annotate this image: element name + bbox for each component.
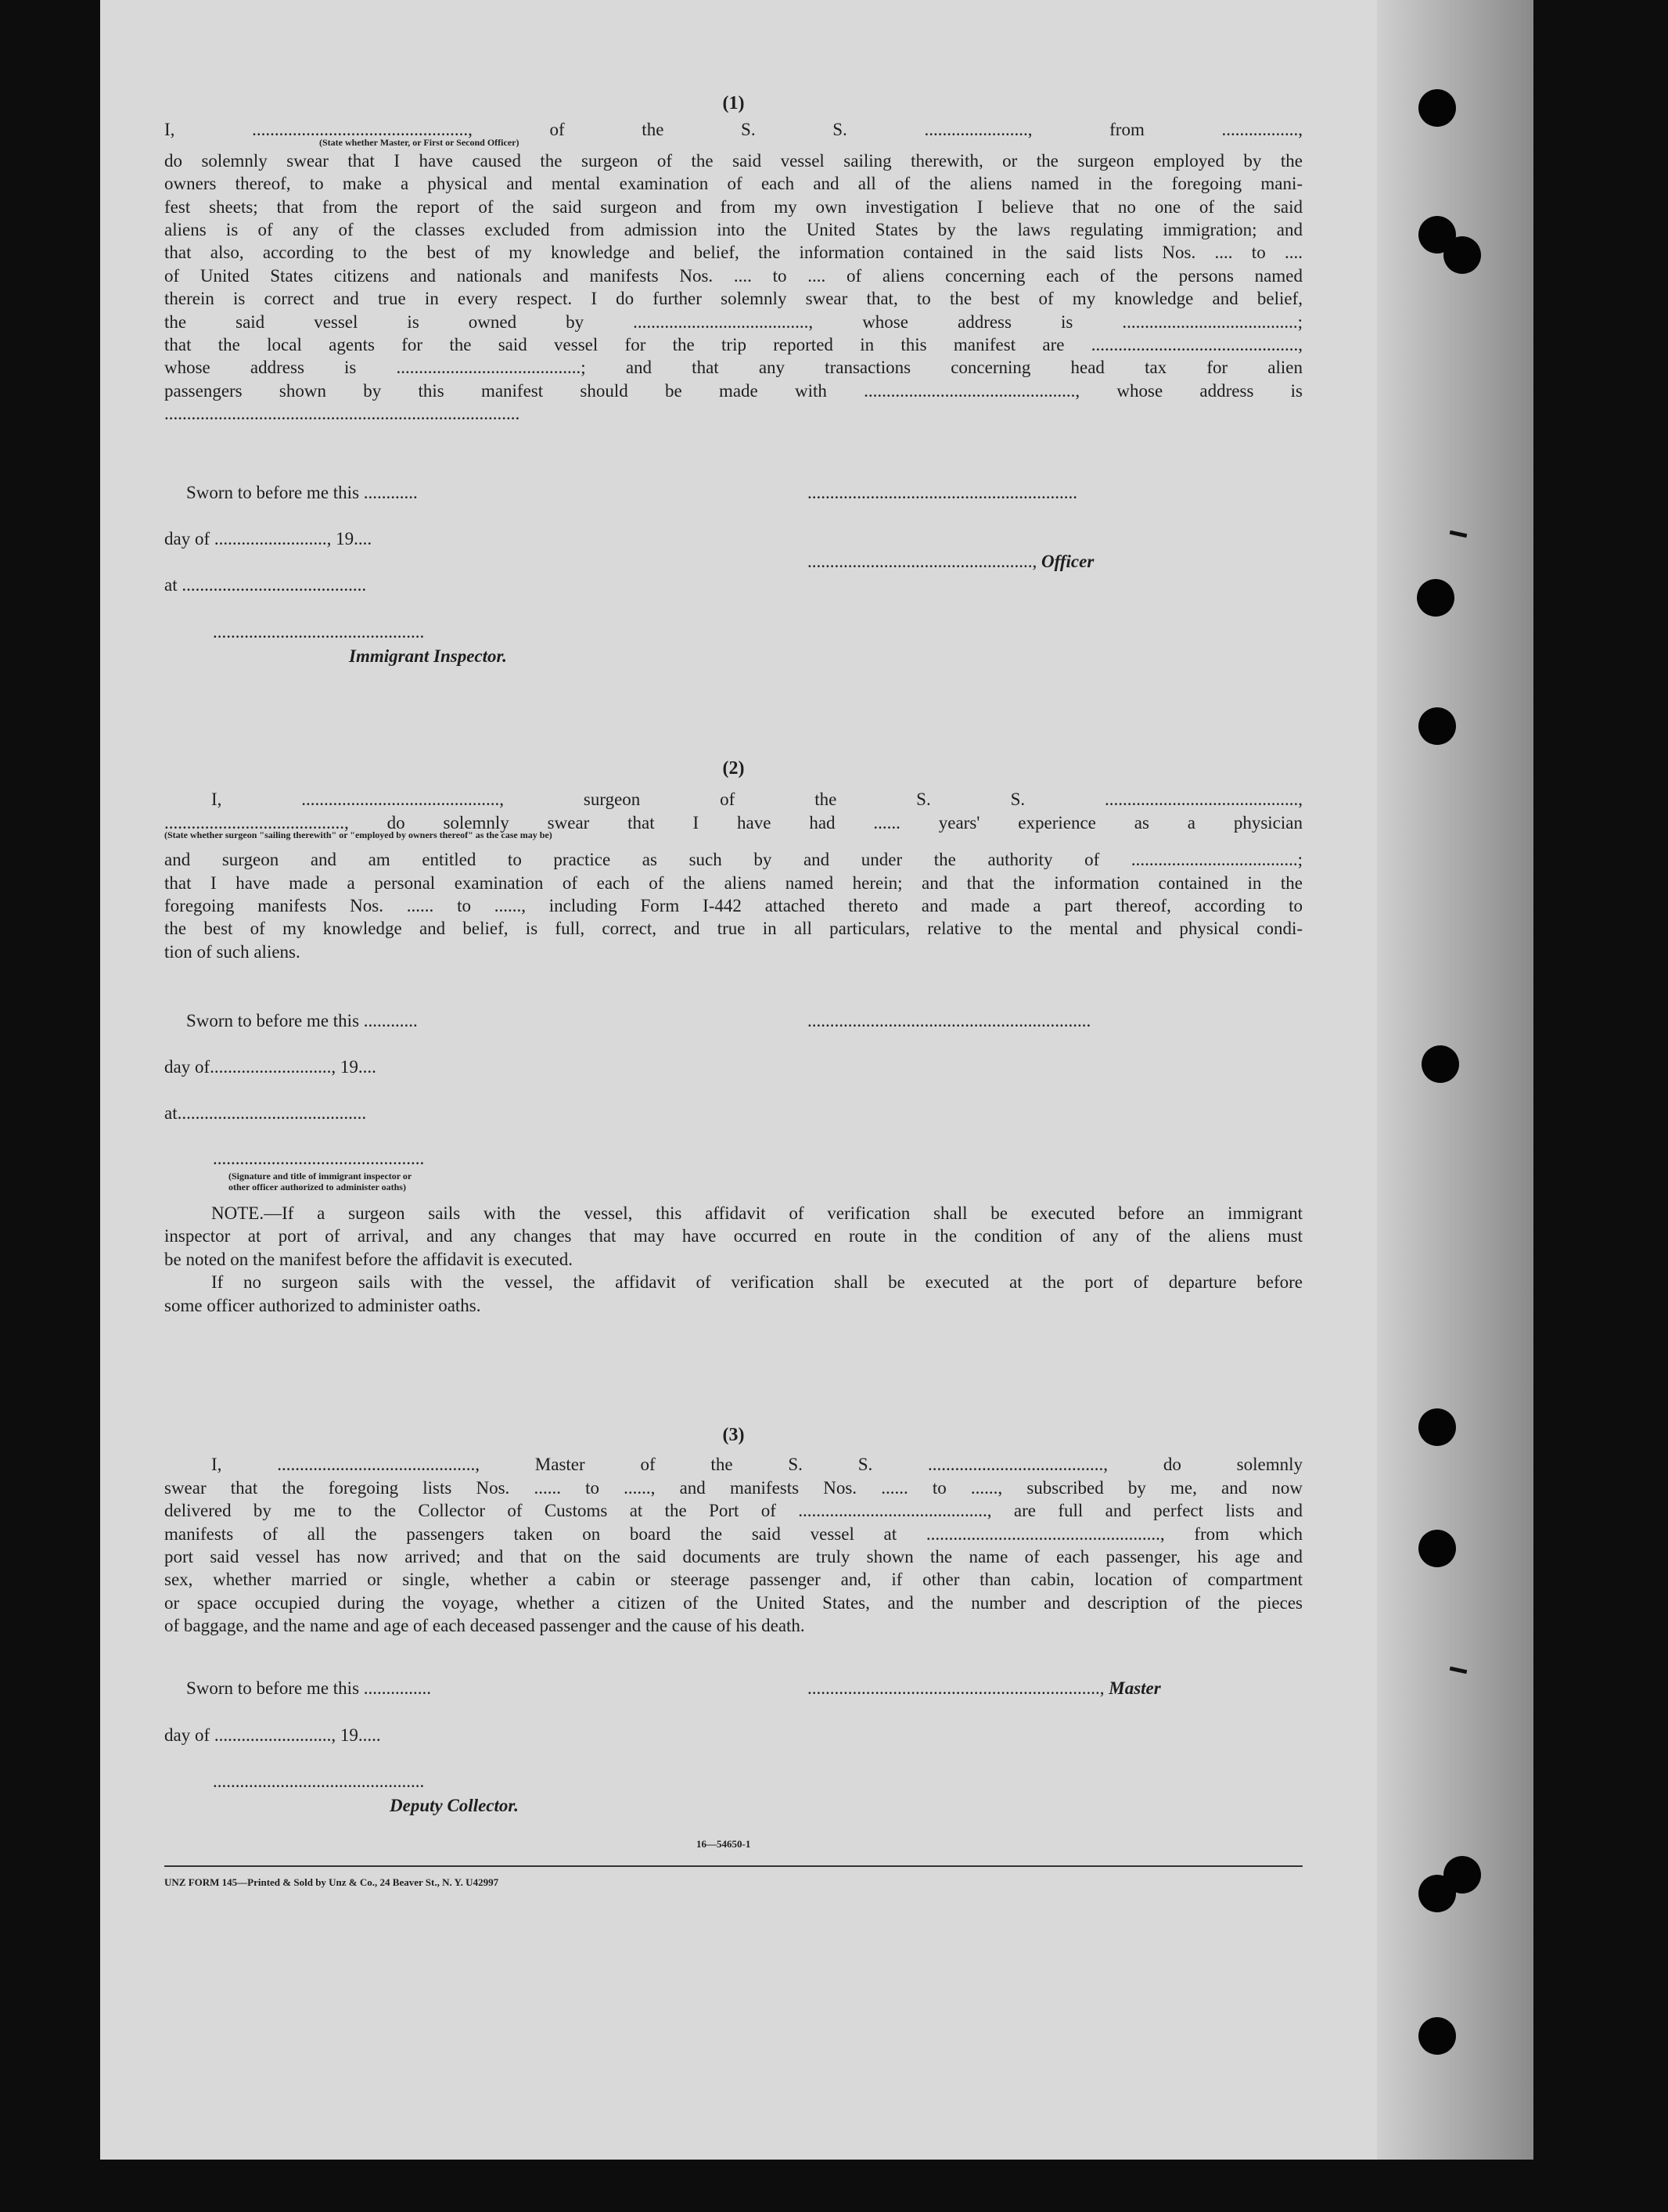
page-binding-edge [1377, 0, 1533, 2160]
section-second-line: ........................................, do solemnly swear that I have had ...... years' experience as a physician [164, 812, 1303, 833]
caption-line: (Signature and title of immigrant inspector or [228, 1171, 412, 1182]
body-line: fest sheets; that from the report of the said surgeon and from my own investigation I believe that no one of the said [164, 196, 1303, 217]
body-line: whose address is .........................................; and that any transactions concerning head tax for alien [164, 358, 1303, 378]
master-dots: ................................................................., [807, 1678, 1105, 1698]
punch-hole [1422, 1045, 1459, 1083]
day-line: day of .........................., 19..... [164, 1725, 381, 1745]
printer-imprint: UNZ FORM 145—Printed & Sold by Unz & Co., 24 Beaver St., N. Y. U42997 [164, 1876, 499, 1888]
body-line: port said vessel has now arrived; and that on the said documents are truly shown the name of each passenger, his age and [164, 1547, 1303, 1567]
body-line: the said vessel is owned by ......................................., whose address is .......................................; [164, 311, 1303, 332]
note-block [164, 1202, 1303, 1317]
signature-caption [228, 1171, 412, 1192]
field-note: (State whether Master, or First or Second Officer) [319, 136, 519, 148]
punch-hole [1418, 707, 1456, 745]
section-3 [164, 1424, 1303, 1638]
section-heading: (1) [722, 93, 745, 113]
signer-title: Deputy Collector. [390, 1796, 519, 1815]
punch-hole [1418, 1875, 1456, 1912]
body-line: ............................................................................... [164, 404, 520, 424]
body-line: that also, according to the best of my knowledge and belief, the information contained in the said lists Nos. .... to .... [164, 243, 1303, 263]
punch-hole [1418, 89, 1456, 127]
right-signature-line: ............................................................... [807, 1011, 1091, 1030]
body-line: manifests of all the passengers taken on board the said vessel at ...................................................., from which [164, 1523, 1303, 1544]
body-line: that the local agents for the said vessel for the trip reported in this manifest are .............................................., [164, 335, 1303, 355]
section-2 [164, 757, 1303, 963]
master-label: Master [1109, 1678, 1161, 1698]
punch-hole [1418, 1530, 1456, 1567]
inspector-signature-line: ............................................... [213, 1149, 425, 1168]
sworn-line: Sworn to before me this ............... [186, 1678, 432, 1698]
footer-rule [164, 1865, 1303, 1867]
signer-title: Immigrant Inspector. [349, 646, 507, 666]
punch-hole [1418, 2017, 1456, 2055]
caption-line: other officer authorized to administer oaths) [228, 1182, 406, 1192]
at-line: at ......................................... [164, 575, 367, 595]
collector-signature-line: ............................................... [213, 1771, 425, 1791]
officer-dots: .................................................., [807, 552, 1037, 571]
section-body [164, 848, 1303, 963]
note-line: inspector at port of arrival, and any changes that may have occurred en route in the condition of any of the aliens must [164, 1226, 1303, 1246]
day-line: day of ........................., 19.... [164, 529, 372, 549]
body-line: do solemnly swear that I have caused the surgeon of the said vessel sailing therewith, or the surgeon employed by the [164, 150, 1303, 171]
body-line: sex, whether married or single, whether a cabin or steerage passenger and, if other than cabin, location of compartment [164, 1570, 1303, 1590]
punch-hole [1443, 236, 1481, 274]
body-line: tion of such aliens. [164, 941, 300, 962]
section-body [164, 149, 1303, 426]
field-note: (State whether surgeon "sailing therewith" or "employed by owners thereof" as the case may be) [164, 829, 552, 841]
note-line: some officer authorized to administer oaths. [164, 1295, 481, 1315]
body-line: the best of my knowledge and belief, is full, correct, and true in all particulars, relative to the mental and physical condi- [164, 919, 1303, 939]
body-line: aliens is of any of the classes excluded from admission into the United States by the laws regulating immigration; and [164, 220, 1303, 240]
day-line: day of..........................., 19.... [164, 1057, 376, 1077]
section-heading: (2) [722, 758, 745, 779]
section-heading: (3) [722, 1425, 745, 1445]
body-line: of baggage, and the name and age of each deceased passenger and the cause of his death. [164, 1616, 805, 1636]
section-first-line: I, ............................................, surgeon of the S. S. ..........................................., [211, 789, 1303, 810]
body-line: therein is correct and true in every respect. I do further solemnly swear that, to the best of my knowledge and belief, [164, 289, 1303, 309]
inspector-signature-line: ............................................... [213, 622, 425, 642]
section-first-line: I, ................................................, of the S. S. ......................., from ................., [164, 120, 1303, 140]
note-line: be noted on the manifest before the affidavit is executed. [164, 1249, 573, 1269]
body-line: of United States citizens and nationals and manifests Nos. .... to .... of aliens concerning each of the persons named [164, 265, 1303, 286]
body-line: or space occupied during the voyage, whether a citizen of the United States, and the number and description of the pieces [164, 1592, 1303, 1613]
officer-label: Officer [1041, 552, 1095, 571]
at-line: at.......................................... [164, 1103, 367, 1123]
sworn-line: Sworn to before me this ............ [186, 1011, 418, 1030]
officer-signature-line: ............................................................ [807, 483, 1077, 502]
punch-hole [1417, 579, 1454, 617]
section-1 [164, 92, 1303, 426]
body-line: passengers shown by this manifest should be made with ..............................................., whose address is [164, 380, 1303, 401]
body-line: owners thereof, to make a physical and mental examination of each and all of the aliens named in the foregoing mani- [164, 174, 1303, 194]
body-line: delivered by me to the Collector of Customs at the Port of .........................................., are full and perfect lists and [164, 1501, 1303, 1521]
punch-hole [1418, 1408, 1456, 1446]
section-body [164, 1453, 1303, 1637]
note-line: If no surgeon sails with the vessel, the affidavit of verification shall be executed at the port of departure before [211, 1272, 1303, 1293]
note-line: NOTE.—If a surgeon sails with the vessel, this affidavit of verification shall be executed before an immigrant [211, 1203, 1303, 1223]
form-code: 16—54650-1 [696, 1838, 751, 1850]
body-line: foregoing manifests Nos. ...... to ......, including Form I-442 attached thereto and made a part thereof, according to [164, 896, 1303, 916]
body-line: that I have made a personal examination of each of the aliens named herein; and that the information contained in the [164, 872, 1303, 893]
body-line: swear that the foregoing lists Nos. ...... to ......, and manifests Nos. ...... to ......, subscribed by me, and now [164, 1477, 1303, 1498]
sworn-line: Sworn to before me this ............ [186, 483, 418, 502]
body-line: I, ............................................, Master of the S. S. ......................................., do solemnly [211, 1455, 1303, 1475]
master-signature-line [807, 1677, 1161, 1699]
body-line: and surgeon and am entitled to practice as such by and under the authority of .....................................; [164, 850, 1303, 870]
officer-title-line [807, 550, 1094, 573]
